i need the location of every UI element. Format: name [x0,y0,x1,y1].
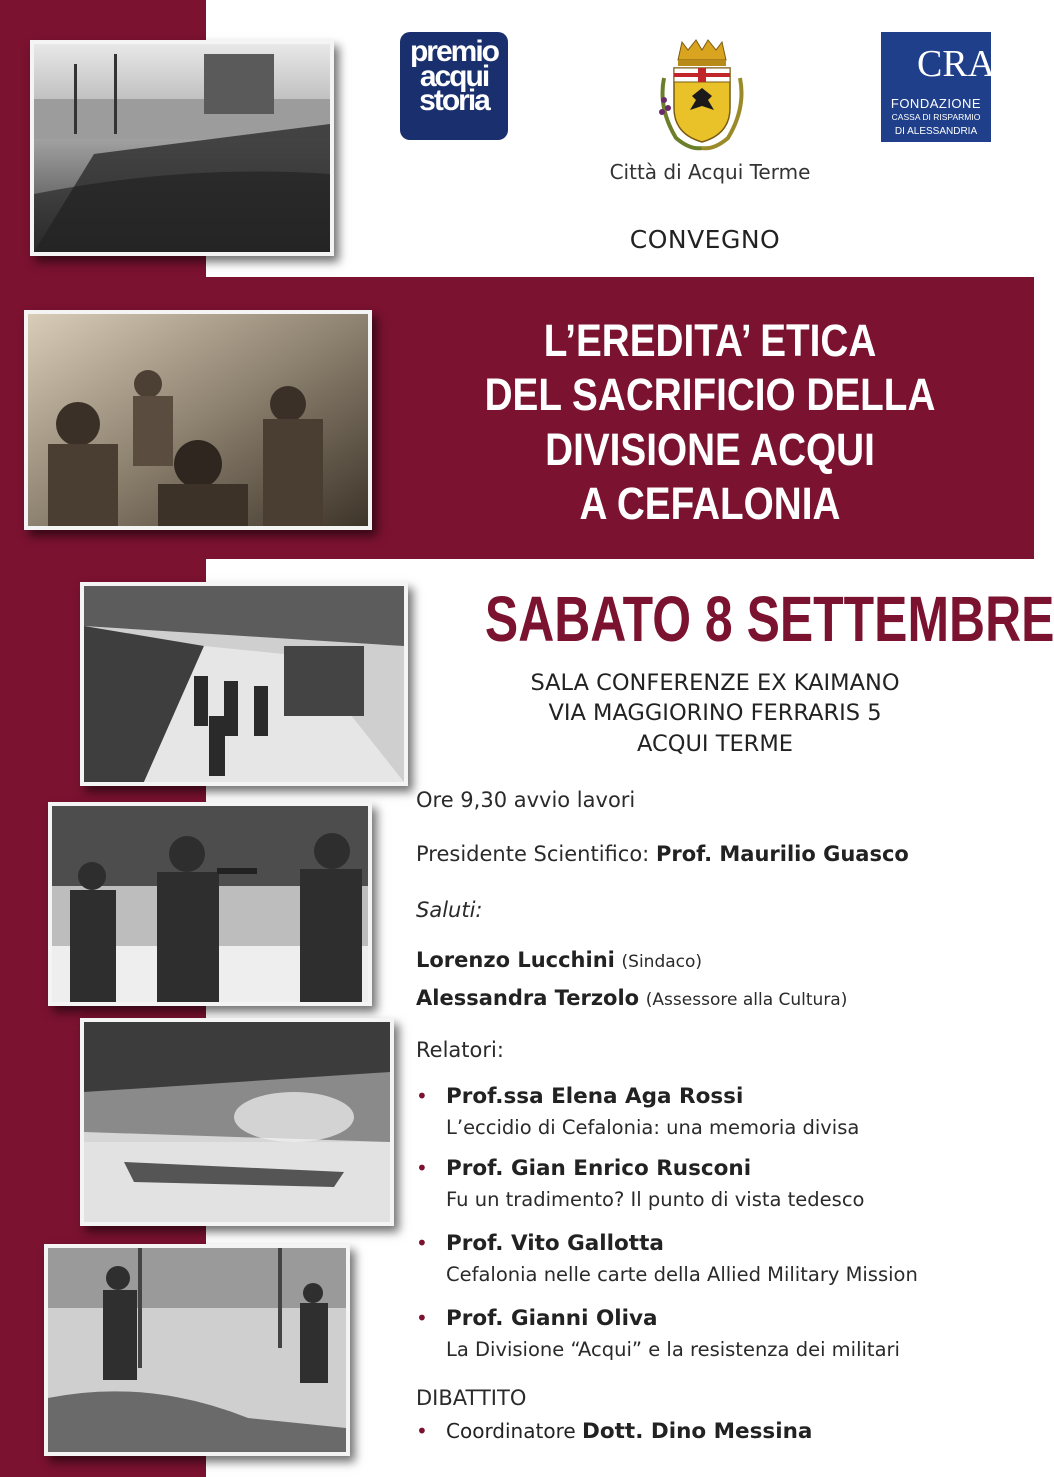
photo-execution-field [80,1018,394,1226]
premio-logo-word-1: premio [409,35,499,68]
photo-convoy-road [80,582,408,786]
speaker-topic: La Divisione “Acqui” e la resistenza dei militari [446,1338,900,1361]
photo-firing-squad [48,802,372,1006]
president-label: Presidente Scientifico: [416,842,650,866]
greeting-item [416,948,702,972]
premio-acqui-storia-logo [400,32,508,140]
speaker-name: Prof. Gianni Oliva [446,1306,658,1331]
fondazione-line-1: FONDAZIONE [890,96,982,111]
greetings-label: Saluti: [416,898,483,922]
venue-line: SALA CONFERENZE EX KAIMANO [530,670,900,696]
premio-logo-word-3: storia [419,84,489,118]
speaker-name: Prof. Gian Enrico Rusconi [446,1156,752,1181]
title-line: A CEFALONIA [579,478,841,530]
venue-address [470,668,960,759]
coordinator-label: Coordinatore [446,1419,576,1443]
speaker-name: Prof.ssa Elena Aga Rossi [446,1084,744,1109]
speaker-topic: Fu un tradimento? Il punto di vista tedesco [446,1188,865,1211]
debate-label: DIBATTITO [416,1386,527,1410]
bullet-icon: • [416,1084,428,1108]
event-date: SABATO 8 SETTEMBRE [484,583,1054,655]
bullet-icon: • [416,1306,428,1330]
president-name: Prof. Maurilio Guasco [655,842,909,866]
premio-logo-word-2: acqui [419,59,489,93]
event-type: CONVEGNO [629,225,781,254]
start-time: Ore 9,30 avvio lavori [416,788,636,812]
coordinator-line [446,1419,812,1444]
speaker-topic: L’eccidio di Cefalonia: una memoria divisa [446,1116,860,1139]
bullet-icon: • [416,1231,428,1255]
bullet-icon: • [416,1156,428,1180]
venue-line: VIA MAGGIORINO FERRARIS 5 [548,700,882,727]
greeting-name: Lorenzo Lucchini [416,948,615,972]
cra-monogram-icon [913,40,996,96]
venue-line: ACQUI TERME [637,730,793,757]
title-line: DEL SACRIFICIO DELLA [484,369,936,421]
greeting-role: (Sindaco) [621,952,703,972]
title-line: DIVISIONE ACQUI [545,423,875,475]
fondazione-line-2: CASSA DI RISPARMIO [891,112,981,122]
fondazione-line-3: DI ALESSANDRIA [894,126,978,137]
speaker-topic: Cefalonia nelle carte della Allied Military Mission [446,1263,918,1286]
speaker-name: Prof. Vito Gallotta [446,1231,664,1256]
city-coat-of-arms [654,38,750,154]
president-line [416,842,909,866]
greeting-item [416,986,847,1010]
event-title [469,314,951,532]
greeting-role: (Assessore alla Cultura) [645,990,848,1010]
speakers-label: Relatori: [416,1038,504,1062]
fondazione-cassa-risparmio-logo [881,32,996,142]
coordinator-name: Dott. Dino Messina [582,1419,813,1444]
greeting-name: Alessandra Terzolo [416,986,640,1010]
monogram-c: CRA [917,43,996,85]
city-name: Città di Acqui Terme [609,160,811,184]
photo-soldiers-over-bodies [44,1244,350,1456]
photo-soldiers-marching [24,310,372,530]
photo-troops-disembarking [30,40,334,256]
bullet-icon: • [416,1419,428,1443]
title-line: L’EREDITA’ ETICA [543,315,877,366]
